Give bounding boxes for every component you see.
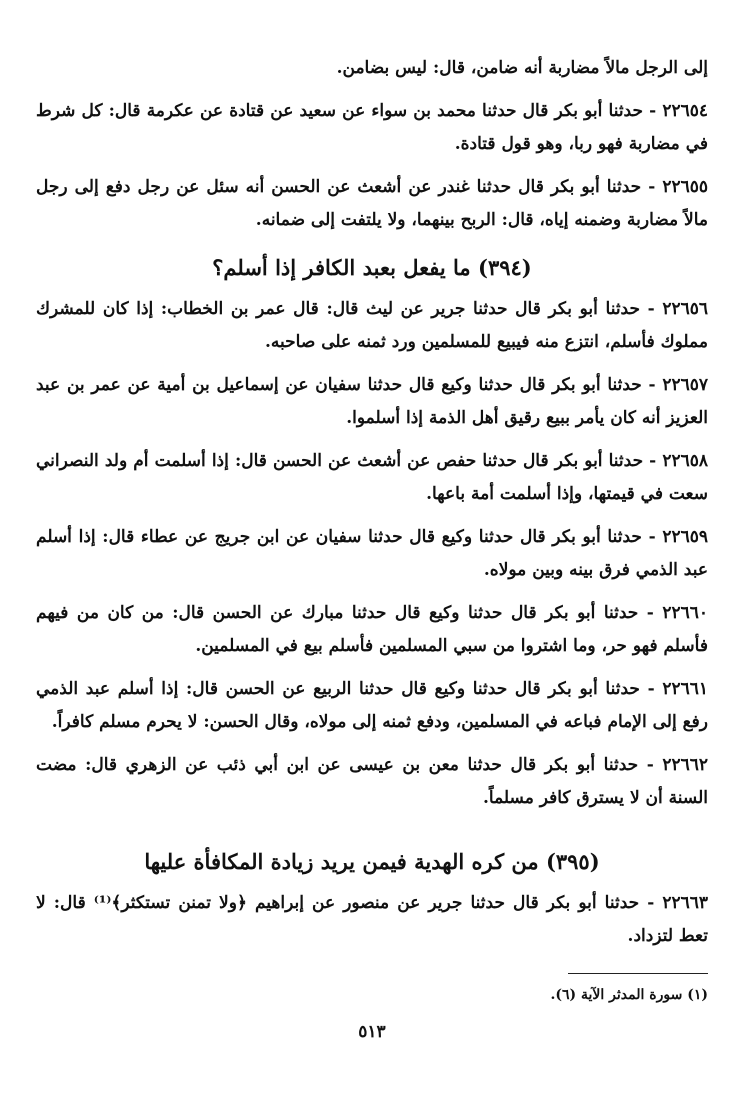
hadith-text: - حدثنا أبو بكر قال حدثنا حفص عن أشعث عن الحسن قال: إذا أسلمت أم ولد النصراني سعت في قيمتها، وإذا أسلمت أمة باعها.: [36, 451, 708, 504]
hadith-22658: [36, 445, 708, 511]
hadith-text: - حدثنا أبو بكر قال حدثنا جرير عن ليث قال: قال عمر بن الخطاب: إذا كان للمشرك مملوك فأسلم، انتزع منه فيبيع للمسلمين ورد ثمنه على صاحبه.: [36, 299, 708, 352]
hadith-text: - حدثنا أبو بكر قال حدثنا محمد بن سواء عن سعيد عن قتادة عن عكرمة قال: كل شرط في مضاربة فهو ربا، وهو قول قتادة.: [36, 101, 708, 154]
hadith-number: ٢٢٦٦١: [662, 679, 708, 699]
hadith-22663: [36, 887, 708, 953]
hadith-text: - حدثنا أبو بكر قال حدثنا غندر عن أشعث عن الحسن أنه سئل عن رجل دفع إلى رجل مالاً مضاربة وضمنه إياه، قال: الربح بينهما، ولا يلتفت إلى ضمانه.: [36, 177, 708, 230]
hadith-22656: [36, 293, 708, 359]
hadith-number: ٢٢٦٥٩: [662, 527, 708, 547]
footnote-divider: [568, 973, 708, 974]
hadith-text: - حدثنا أبو بكر قال حدثنا وكيع قال حدثنا مبارك عن الحسن قال: من كان من فيهم فأسلم فهو حر، وما اشتروا من سبي المسلمين فأسلم بيع في المسلمين.: [36, 603, 708, 656]
hadith-22660: [36, 597, 708, 663]
hadith-22662: [36, 749, 708, 815]
hadith-number: ٢٢٦٥٥: [662, 177, 708, 197]
hadith-number: ٢٢٦٥٤: [662, 101, 708, 121]
footnote: (١) سورة المدثر الآية (٦).: [550, 987, 708, 1003]
hadith-22657: [36, 369, 708, 435]
chapter-heading-394: (٣٩٤) ما يفعل بعبد الكافر إذا أسلم؟: [212, 255, 532, 280]
hadith-number: ٢٢٦٥٨: [662, 451, 708, 471]
hadith-text: - حدثنا أبو بكر قال حدثنا جرير عن منصور عن إبراهيم ﴿ولا تمنن تستكثر﴾⁽¹⁾ قال: لا تعط لتزداد.: [36, 893, 708, 946]
chapter-heading-395: (٣٩٥) من كره الهدية فيمن يريد زيادة المكافأة عليها: [144, 849, 600, 874]
hadith-22654: [36, 95, 708, 161]
hadith-text: - حدثنا أبو بكر قال حدثنا معن بن عيسى عن ابن أبي ذئب عن الزهري قال: مضت السنة أن لا يسترق كافر مسلماً.: [36, 755, 708, 808]
hadith-text: - حدثنا أبو بكر قال حدثنا وكيع قال حدثنا سفيان عن ابن جريج عن عطاء قال: إذا أسلم عبد الذمي فرق بينه وبين مولاه.: [36, 527, 708, 580]
hadith-text: - حدثنا أبو بكر قال حدثنا وكيع قال حدثنا الربيع عن الحسن قال: إذا أسلم عبد الذمي رفع إلى الإمام فباعه في المسلمين، ودفع ثمنه إلى مولاه، وقال الحسن: لا يحرم مسلم كافراً.: [36, 679, 708, 732]
hadith-text: - حدثنا أبو بكر قال حدثنا وكيع قال حدثنا سفيان عن إسماعيل بن أمية عن عمر بن عبد العزيز أنه كان يأمر ببيع رقيق أهل الذمة إذا أسلموا.: [36, 375, 708, 428]
hadith-22661: [36, 673, 708, 739]
hadith-22655: [36, 171, 708, 237]
hadith-number: ٢٢٦٥٦: [662, 299, 708, 319]
hadith-continuation: إلى الرجل مالاً مضاربة أنه ضامن، قال: ليس بضامن.: [336, 58, 708, 78]
hadith-number: ٢٢٦٦٠: [662, 603, 708, 623]
hadith-22659: [36, 521, 708, 587]
hadith-number: ٢٢٦٦٢: [662, 755, 708, 775]
hadith-number: ٢٢٦٥٧: [662, 375, 708, 395]
page-number: ٥١٣: [358, 1022, 386, 1042]
hadith-number: ٢٢٦٦٣: [662, 893, 709, 913]
